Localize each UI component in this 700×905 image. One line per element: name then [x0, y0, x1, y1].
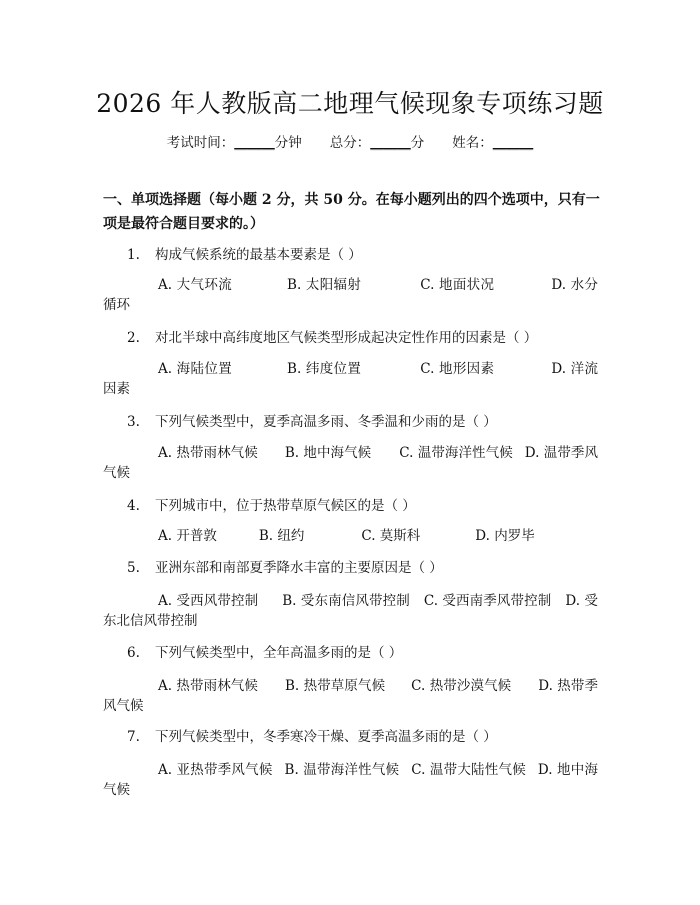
option-b: B. 纬度位置: [287, 361, 362, 377]
option-d: D. 热带季风气候: [103, 678, 598, 714]
option-a: A. 亚热带季风气候: [158, 762, 273, 778]
question-text: 下列城市中，位于热带草原气候区的是（ ）: [155, 498, 416, 514]
option-a: A. 海陆位置: [158, 361, 233, 377]
option-d: D. 洋流因素: [103, 361, 598, 397]
question-options: [103, 443, 598, 483]
option-b: B. 地中海气候: [284, 445, 372, 461]
option-c: C. 温带大陆性气候: [411, 762, 526, 778]
option-b: B. 太阳辐射: [287, 277, 362, 293]
option-a: A. 热带雨林气候: [158, 678, 258, 694]
question-text: 对北半球中高纬度地区气候类型形成起决定性作用的因素是（ ）: [155, 330, 538, 346]
question-stem: [103, 643, 603, 663]
option-b: B. 受东南信风带控制: [282, 593, 410, 609]
question-number: 6.: [127, 645, 140, 661]
exam-meta-line: [0, 131, 700, 151]
name-blank: ______: [492, 135, 534, 151]
option-b: B. 热带草原气候: [285, 678, 386, 694]
question-options: [103, 760, 598, 800]
question-stem: [103, 328, 603, 348]
option-d: D. 水分循环: [103, 277, 598, 313]
score-unit: 分: [410, 135, 425, 151]
section-heading: 一、单项选择题（每小题 2 分，共 50 分。在每小题列出的四个选项中，只有一项是最符合题目要求的。）: [103, 192, 600, 232]
option-d: D. 受东北信风带控制: [103, 593, 598, 629]
name-label: 姓名：: [452, 135, 493, 151]
option-c: C. 地面状况: [420, 277, 495, 293]
question-number: 1.: [127, 247, 140, 263]
option-a: A. 开普敦: [158, 528, 217, 544]
option-d: D. 内罗毕: [475, 528, 535, 544]
question-text: 下列气候类型中，冬季寒冷干燥、夏季高温多雨的是（ ）: [155, 729, 497, 745]
option-b: B. 纽约: [258, 528, 305, 544]
question-stem: [103, 245, 603, 265]
question-text: 下列气候类型中，全年高温多雨的是（ ）: [155, 645, 403, 661]
option-c: C. 莫斯科: [361, 528, 421, 544]
time-unit: 分钟: [274, 135, 302, 151]
question-number: 3.: [127, 414, 140, 430]
option-d: D. 温带季风气候: [103, 445, 598, 481]
question-options: [103, 676, 598, 716]
question-options: [103, 591, 598, 631]
option-a: A. 受西风带控制: [158, 593, 259, 609]
option-b: B. 温带海洋性气候: [284, 762, 400, 778]
question-number: 7.: [127, 729, 140, 745]
question-options: [103, 359, 598, 399]
question-text: 下列气候类型中，夏季高温多雨、冬季温和少雨的是（ ）: [155, 414, 497, 430]
question-number: 5.: [127, 560, 140, 576]
option-a: A. 热带雨林气候: [158, 445, 258, 461]
option-d: D. 地中海气候: [103, 762, 598, 798]
question-stem: [103, 496, 603, 516]
question-number: 4.: [127, 498, 140, 514]
option-c: C. 热带沙漠气候: [411, 678, 512, 694]
option-a: A. 大气环流: [158, 277, 233, 293]
option-c: C. 受西南季风带控制: [423, 593, 552, 609]
question-stem: [103, 412, 603, 432]
question-stem: [103, 727, 603, 747]
option-c: C. 地形因素: [420, 361, 495, 377]
question-stem: [103, 558, 603, 578]
question-options: [103, 526, 598, 546]
question-text: 构成气候系统的最基本要素是（ ）: [155, 247, 362, 263]
score-blank: ______: [370, 135, 411, 151]
question-text: 亚洲东部和南部夏季降水丰富的主要原因是（ ）: [155, 560, 443, 576]
option-c: C. 温带海洋性气候: [399, 445, 513, 461]
question-options: [103, 275, 598, 315]
time-label: 考试时间：: [166, 135, 235, 151]
score-label: 总分：: [329, 135, 371, 151]
question-number: 2.: [127, 330, 140, 346]
page-title: 2026 年人教版高二地理气候现象专项练习题: [96, 89, 604, 118]
time-blank: ______: [234, 135, 275, 151]
